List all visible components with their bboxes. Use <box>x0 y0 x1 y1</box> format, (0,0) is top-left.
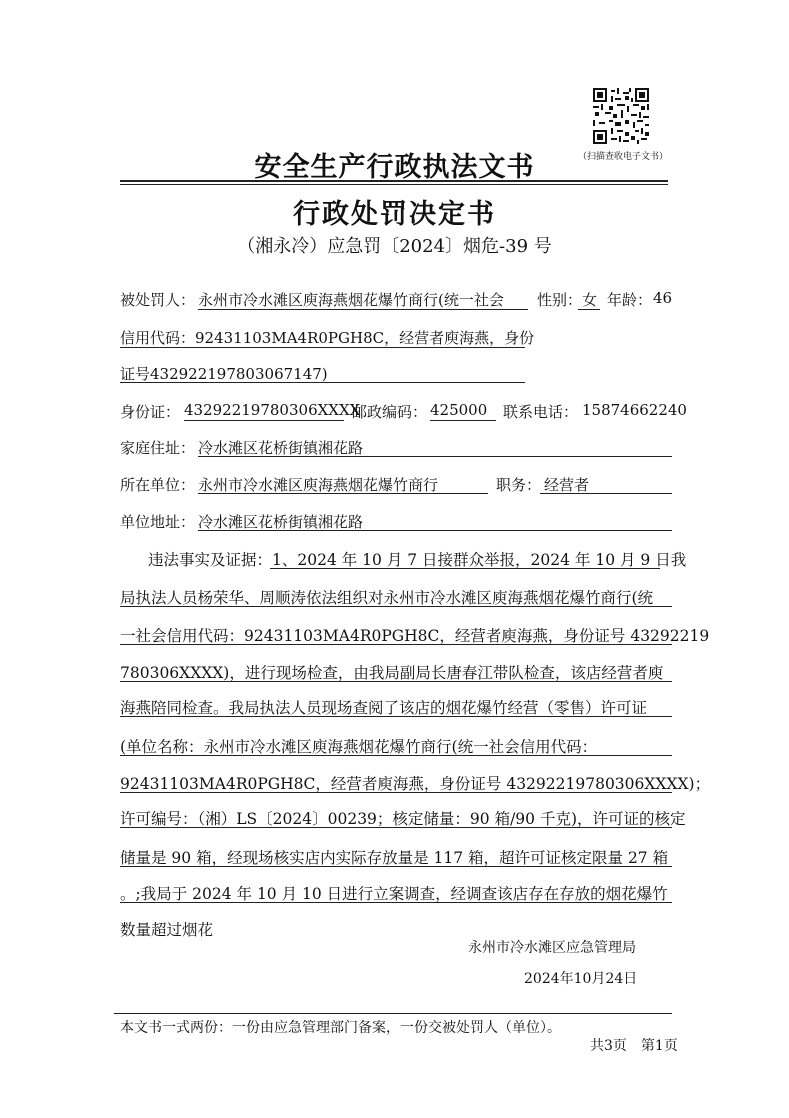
facts-line: 。;我局于 2024 年 10 月 10 日进行立案调查，经调查该店存在存放的烟花爆竹 <box>120 885 668 903</box>
postcode-value: 425000 <box>430 401 488 419</box>
age-label: 年龄： <box>607 291 653 309</box>
facts-line: 数量超过烟花 <box>120 921 214 939</box>
document-type-title: 行政处罚决定书 <box>293 199 496 230</box>
underline <box>120 866 672 867</box>
underline <box>270 568 660 569</box>
home-value: 冷水滩区花桥街镇湘花路 <box>198 439 364 457</box>
issue-date: 2024年10月24日 <box>524 971 638 987</box>
underline <box>120 681 672 682</box>
underline <box>540 493 672 494</box>
age-value: 46 <box>653 289 673 307</box>
id-value: 43292219780306XXXX <box>184 401 361 419</box>
title-rule-thick <box>120 180 668 182</box>
underline <box>120 606 672 607</box>
underline <box>120 902 672 903</box>
qr-caption: （扫描查收电子文书） <box>578 152 669 162</box>
party-label: 被处罚人： <box>120 291 196 309</box>
gender-label: 性别： <box>537 291 583 309</box>
page-indicator: 共3页 第1页 <box>590 1038 678 1054</box>
unit-address-value: 冷水滩区花桥街镇湘花路 <box>198 513 364 531</box>
underline <box>120 755 672 756</box>
document-series-title: 安全生产行政执法文书 <box>254 152 535 183</box>
position-value: 经营者 <box>544 476 590 494</box>
unit-address-label: 单位地址： <box>120 513 196 531</box>
underline <box>120 716 672 717</box>
unit-label: 所在单位： <box>120 476 196 494</box>
underline <box>120 644 672 645</box>
id-label: 身份证： <box>120 403 181 421</box>
underline <box>120 382 525 383</box>
facts-line: 储量是 90 箱，经现场核实店内实际存放量是 117 箱，超许可证核定限量 27 箱 <box>120 849 669 867</box>
underline <box>430 420 496 421</box>
facts-line: (单位名称：永州市冷水滩区庾海燕烟花爆竹商行(统一社会信用代码： <box>120 738 598 756</box>
document-number: （湘永冷）应急罚〔2024〕烟危-39 号 <box>237 236 552 257</box>
unit-value: 永州市冷水滩区庾海燕烟花爆竹商行 <box>198 476 439 494</box>
position-label: 职务： <box>496 476 542 494</box>
postcode-label: 邮政编码： <box>352 403 428 421</box>
footer-note: 本文书一式两份：一份由应急管理部门备案，一份交被处罚人（单位）。 <box>120 1020 561 1036</box>
footer-rule <box>114 1013 672 1014</box>
issuing-authority: 永州市冷水滩区应急管理局 <box>468 940 636 956</box>
underline <box>198 456 672 457</box>
underline <box>198 309 528 310</box>
party-name-line2: 信用代码：92431103MA4R0PGH8C，经营者庾海燕，身份 <box>120 329 535 347</box>
party-name-line3: 证号432922197803067147) <box>120 365 328 383</box>
facts-line: 海燕陪同检查。我局执法人员现场查阅了该店的烟花爆竹经营（零售）许可证 <box>120 699 648 717</box>
facts-line: 780306XXXX)，进行现场检查，由我局副局长唐春江带队检查，该店经营者庾 <box>120 664 664 682</box>
qr-code-icon <box>593 88 649 144</box>
home-label: 家庭住址： <box>120 439 196 457</box>
title-rule-thin <box>120 184 668 185</box>
phone-label: 联系电话： <box>503 403 579 421</box>
facts-line: 违法事实及证据：1、2024 年 10 月 7 日接群众举报，2024 年 10 月 9 日我 <box>148 551 687 569</box>
underline <box>578 309 600 310</box>
underline <box>120 347 525 348</box>
facts-line: 92431103MA4R0PGH8C，经营者庾海燕，身份证号 43292219780306XXXX)； <box>120 775 711 793</box>
underline <box>198 530 672 531</box>
facts-line: 局执法人员杨荣华、周顺涛依法组织对永州市冷水滩区庾海燕烟花爆竹商行(统 <box>120 589 654 607</box>
phone-value: 15874662240 <box>582 401 687 419</box>
gender-value: 女 <box>582 291 598 309</box>
facts-line: 一社会信用代码：92431103MA4R0PGH8C，经营者庾海燕，身份证号 43292219 <box>120 627 710 645</box>
party-name-line1: 永州市冷水滩区庾海燕烟花爆竹商行(统一社会 <box>198 291 504 309</box>
underline <box>184 420 344 421</box>
facts-line: 许可编号：（湘）LS〔2024〕00239；核定储量：90 箱/90 千克)，许可证的核定 <box>120 810 686 828</box>
underline <box>120 827 672 828</box>
underline <box>120 792 672 793</box>
underline <box>198 493 488 494</box>
